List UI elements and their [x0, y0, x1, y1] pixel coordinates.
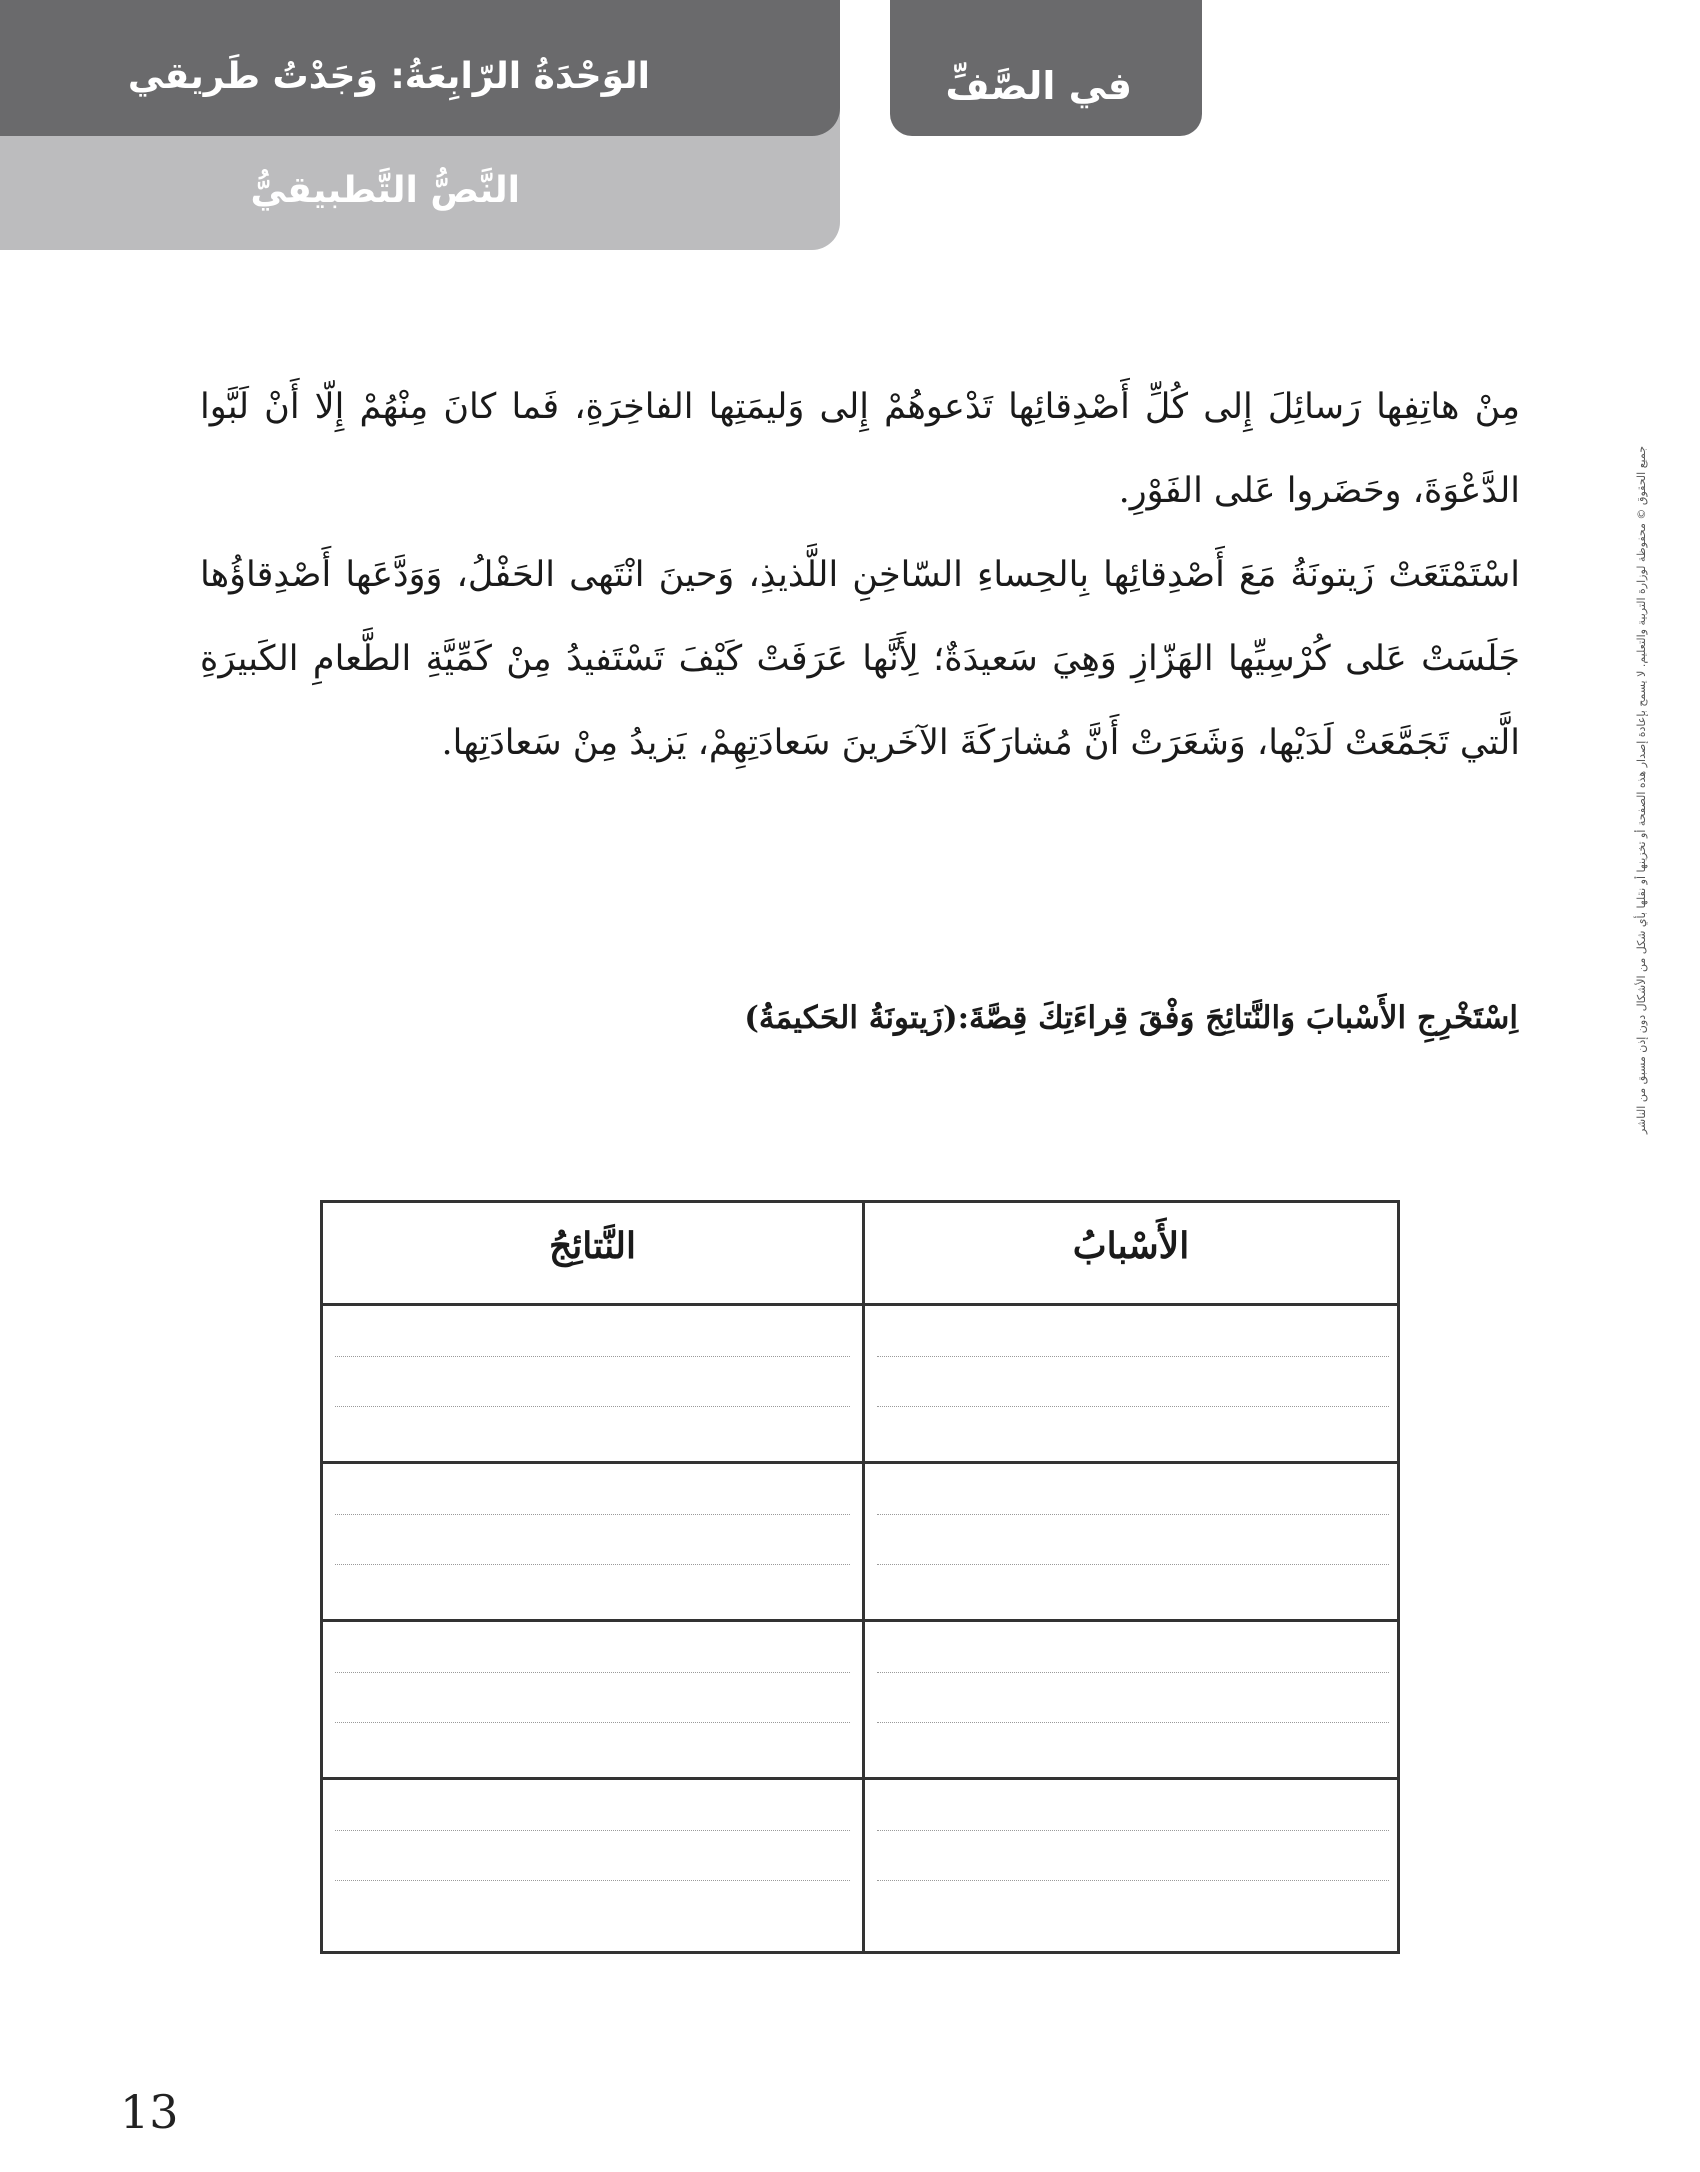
header-causes: الأَسْبابُ: [1072, 1225, 1190, 1267]
page-number: 13: [120, 2085, 179, 2139]
causes-writing-line[interactable]: [877, 1722, 1389, 1723]
causes-writing-line[interactable]: [877, 1672, 1389, 1673]
results-writing-line[interactable]: [335, 1672, 850, 1673]
passage-paragraph-1: مِنْ هاتِفِها رَسائِلَ إِلى كُلِّ أَصْدِقائِها تَدْعوهُمْ إِلى وَليمَتِها الفاخِرَةِ، فَما كانَ مِنْهُمْ إِلّا أَنْ لَبَّوا الدَّعْوَةَ، وحَضَروا عَلى الفَوْرِ.: [200, 387, 1520, 511]
causes-writing-line[interactable]: [877, 1406, 1389, 1407]
exercise-instruction: اِسْتَخْرِجِ الأَسْبابَ وَالنَّتائِجَ وَفْقَ قِراءَتِكَ قِصَّةَ:(زَيتونَةُ الحَكيمَةُ): [744, 1000, 1518, 1036]
causes-writing-line[interactable]: [877, 1830, 1389, 1831]
causes-writing-line[interactable]: [877, 1514, 1389, 1515]
header-results: النَّتائِجُ: [549, 1225, 636, 1267]
copyright-note: جميع الحقوق © محفوظة لوزارة التربية والتعليم. لا يسمح بإعادة إصدار هذه الصفحة أو تخزينها أو نقلها بأي شكل من الأشكال دون إذن مسبق من الناشر: [1635, 445, 1648, 1135]
table-row: [323, 1306, 1397, 1464]
unit-title-banner: [0, 0, 840, 136]
story-passage: [200, 365, 1520, 785]
class-tab-label: في الصَّفِّ: [945, 64, 1132, 108]
results-writing-line[interactable]: [335, 1830, 850, 1831]
results-writing-line[interactable]: [335, 1880, 850, 1881]
results-writing-line[interactable]: [335, 1722, 850, 1723]
class-tab: [890, 0, 1202, 136]
causes-results-table: [320, 1200, 1400, 1954]
results-writing-line[interactable]: [335, 1406, 850, 1407]
causes-writing-line[interactable]: [877, 1356, 1389, 1357]
results-writing-line[interactable]: [335, 1514, 850, 1515]
lesson-title: النَّصُّ التَّطبيقيُّ: [250, 170, 520, 211]
table-header-row: [323, 1203, 1397, 1306]
results-writing-line[interactable]: [335, 1356, 850, 1357]
column-divider: [862, 1203, 865, 1951]
table-row: [323, 1464, 1397, 1622]
unit-title: الوَحْدَةُ الرّابِعَةُ: وَجَدْتُ طَريقي: [127, 56, 650, 97]
table-row: [323, 1622, 1397, 1780]
results-writing-line[interactable]: [335, 1564, 850, 1565]
passage-paragraph-2: اسْتَمْتَعَتْ زَيتونَةُ مَعَ أَصْدِقائِها بِالحِساءِ السّاخِنِ اللَّذيذِ، وَحينَ انْتَهى الحَفْلُ، وَوَدَّعَها أَصْدِقاؤُها جَلَسَتْ عَلى كُرْسِيِّها الهَزّازِ وَهِيَ سَعيدَةٌ؛ لِأَنَّها عَرَفَتْ كَيْفَ تَسْتَفيدُ مِنْ كَمِّيَّةِ الطَّعامِ الكَبيرَةِ الَّتي تَجَمَّعَتْ لَدَيْها، وَشَعَرَتْ أَنَّ مُشارَكَةَ الآخَرينَ سَعادَتِهِمْ، يَزيدُ مِنْ سَعادَتِها.: [200, 555, 1520, 763]
causes-writing-line[interactable]: [877, 1880, 1389, 1881]
table-row: [323, 1780, 1397, 1938]
causes-writing-line[interactable]: [877, 1564, 1389, 1565]
